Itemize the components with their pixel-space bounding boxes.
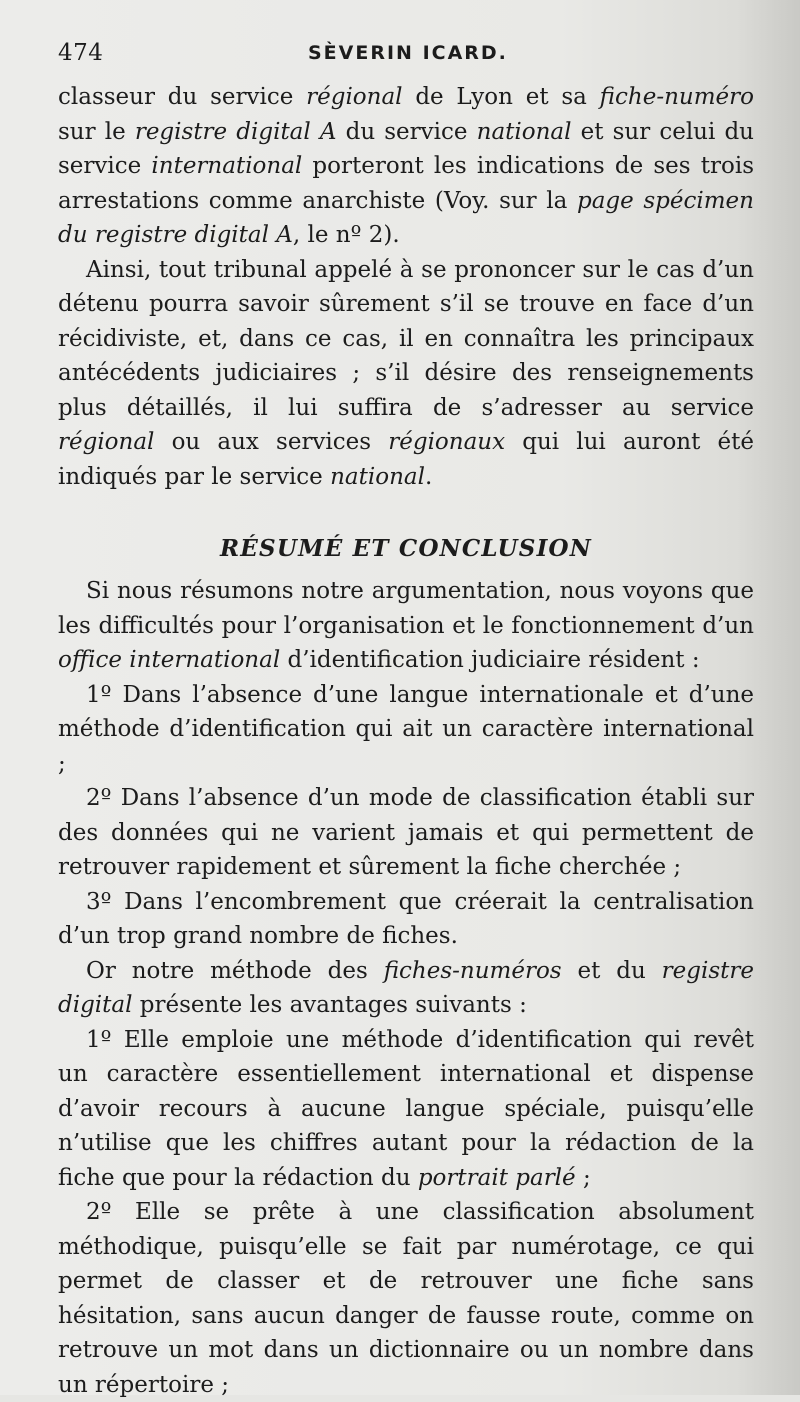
running-head: SÈVERIN ICARD.	[308, 42, 508, 64]
text-run: porteront les indications de ses trois arrestations comme anarchiste (Voy. sur la	[58, 153, 754, 214]
text-run: Or notre méthode des	[86, 957, 384, 984]
italic-run: registre digital	[58, 957, 754, 1018]
text-run: et du	[561, 957, 662, 984]
text-run: du service	[336, 118, 477, 145]
page-header	[58, 40, 756, 70]
list-item-difficulty-3: 3º Dans l’encombrement que créerait la centralisation d’un trop grand nombre de fiches.	[58, 888, 754, 949]
text-run: , le nº 2).	[292, 222, 400, 248]
paragraph-avantages	[58, 954, 754, 1023]
italic-run: fiches-numéros	[383, 957, 562, 984]
italic-run: régionaux	[388, 429, 506, 455]
text-run: Ainsi, tout tribunal appelé à se prononcer sur le cas d’un détenu pourra savoir sûrement s’il se trouve en face d’un récidiviste, et, dans ce cas, il en connaîtra les principaux antécédents judiciaires ; s’il désire des renseignements plus détaillés, il lui suffira de s’adresser au service	[58, 256, 754, 421]
paragraph-continuation	[58, 80, 754, 253]
section-title: RÉSUMÉ ET CONCLUSION	[219, 535, 593, 562]
text-run: ou aux services	[154, 429, 389, 455]
italic-run: international	[151, 153, 303, 179]
italic-run: page spécimen du registre digital A	[58, 187, 754, 248]
list-item-advantage-1	[58, 1023, 754, 1196]
italic-run: national	[476, 118, 572, 145]
text-run: 1º Elle emploie une méthode d’identification qui revêt un caractère essentiellement international et dispense d’avoir recours à aucune langue spéciale, puisqu’elle n’utilise que les chiffres autant pour la rédaction de la fiche que pour la rédaction du	[58, 1026, 754, 1191]
text-run: sur le	[58, 118, 135, 145]
text-run: présente les avantages suivants :	[132, 992, 527, 1018]
page-number: 474	[58, 40, 104, 66]
text-run: de Lyon et sa	[402, 84, 600, 110]
text-run: qui lui auront été indiqués par le service	[58, 429, 754, 490]
italic-run: régional	[306, 84, 403, 110]
italic-run: registre digital A	[134, 118, 337, 145]
text-run: .	[424, 463, 433, 490]
italic-run: fiche-numéro	[599, 84, 754, 110]
text-run: et sur celui du service	[58, 118, 754, 179]
paragraph-ainsi	[58, 253, 754, 495]
list-item-advantage-2: 2º Elle se prête à une classification absolument méthodique, puisqu’elle se fait par numérotage, ce qui permet de classer et de retrouver une fiche sans hésitation, sans aucun danger de fausse route, comme on retrouve un mot dans un dictionnaire ou un nombre dans un répertoire ;	[58, 1199, 754, 1398]
italic-run: office international	[58, 647, 281, 673]
list-item-difficulty-1: 1º Dans l’absence d’une langue internationale et d’une méthode d’identification qui ait un caractère international ;	[58, 681, 754, 777]
text-run: Si nous résumons notre argumentation, nous voyons que les difficultés pour l’organisation et le fonctionnement d’un	[58, 578, 754, 639]
italic-run: portrait parlé	[417, 1164, 576, 1191]
text-run: d’identification judiciaire résident :	[280, 647, 700, 673]
italic-run: régional	[58, 429, 155, 455]
page-body	[58, 80, 754, 1402]
text-run: classeur du service	[58, 84, 307, 110]
list-item-difficulty-2: 2º Dans l’absence d’un mode de classification établi sur des données qui ne varient jamais et qui permettent de retrouver rapidement et sûrement la fiche cherchée ;	[58, 785, 754, 880]
text-run: ;	[575, 1164, 591, 1191]
paragraph-resume	[58, 574, 754, 678]
italic-run: national	[330, 463, 425, 490]
